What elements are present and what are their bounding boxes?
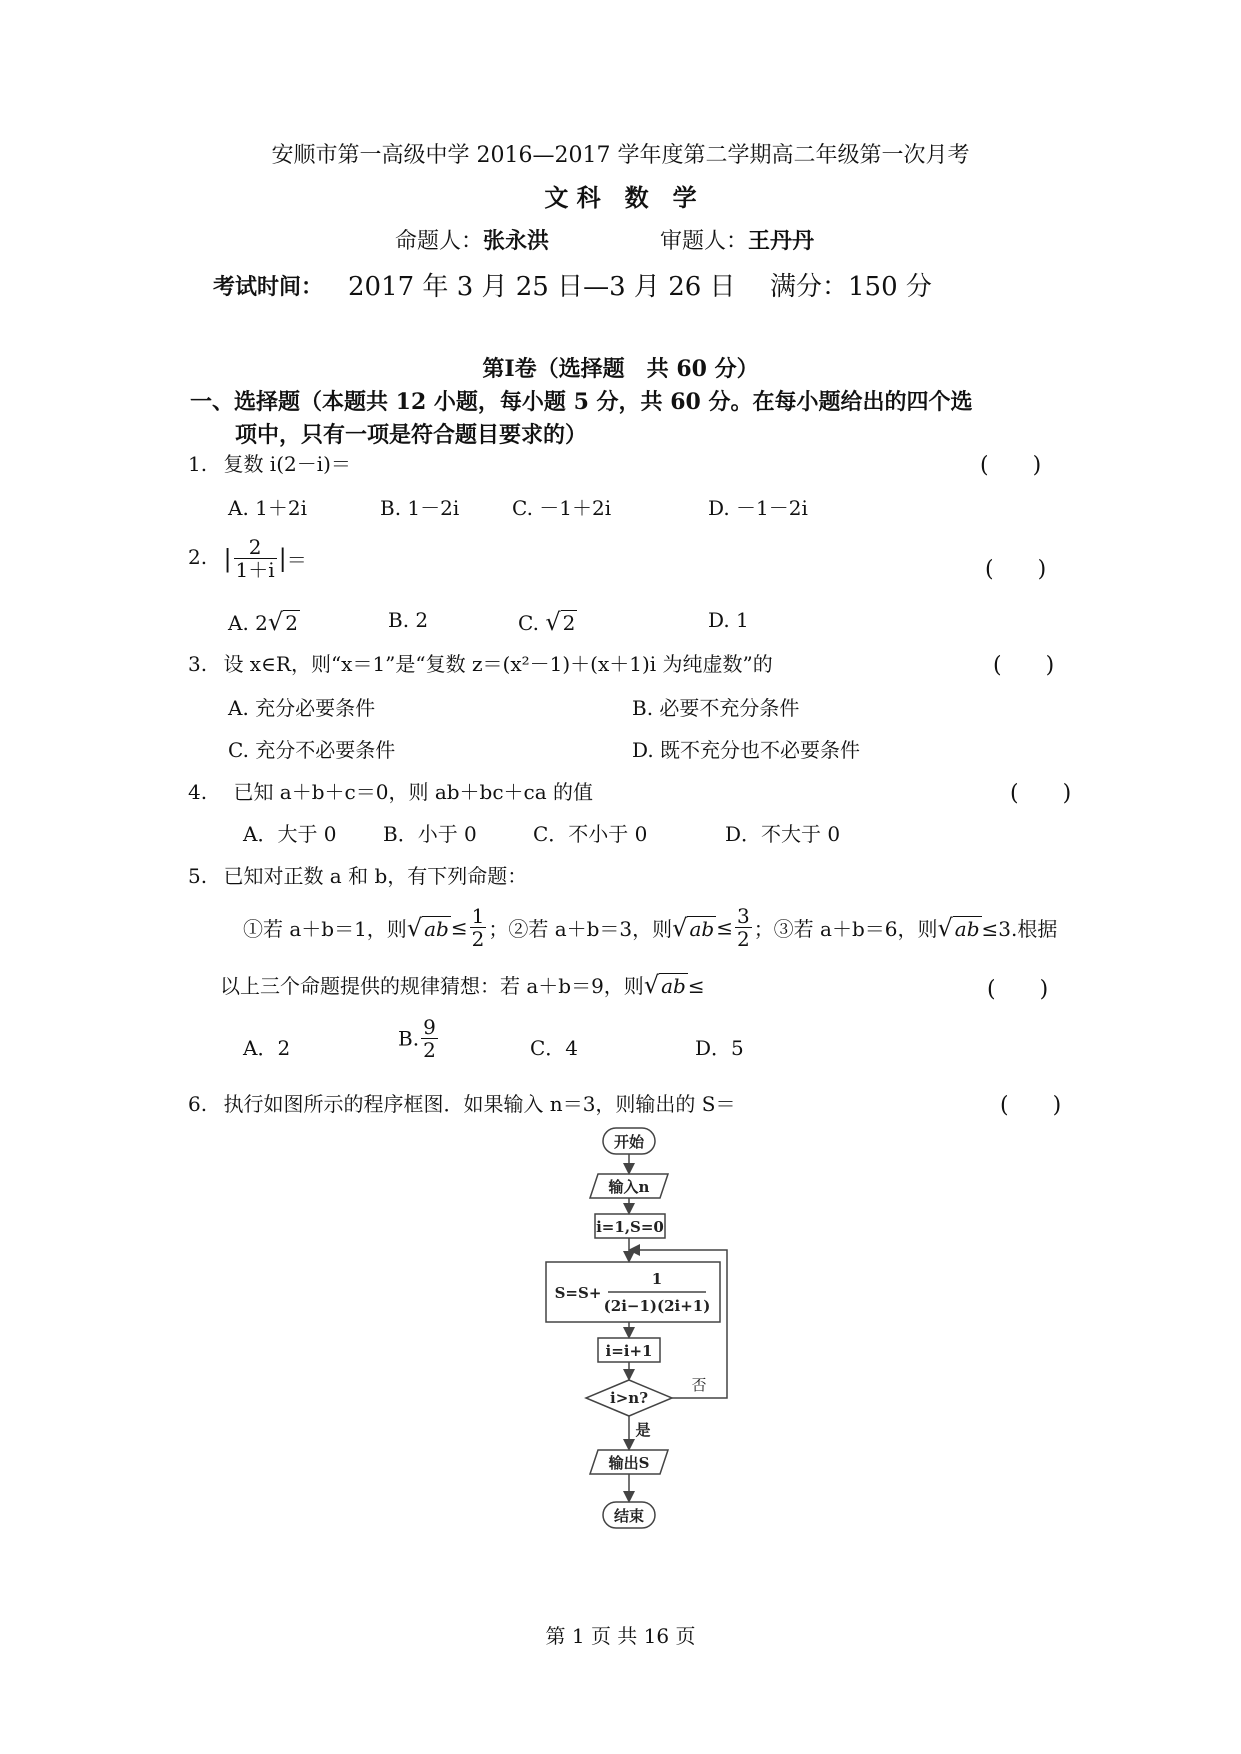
flow-start-label: 开始 xyxy=(613,1133,645,1151)
question-stem: 已知对正数 a 和 b，有下列命题： xyxy=(223,864,528,888)
fraction-numerator: 9 xyxy=(423,1015,436,1039)
setter-label: 命题人： xyxy=(395,229,484,254)
flow-no-label: 否 xyxy=(691,1376,707,1394)
question-stem: 已知 a＋b＋c＝0，则 ab＋bc＋ca 的值 xyxy=(233,780,594,804)
flow-yes-label: 是 xyxy=(635,1421,651,1439)
flow-init-label: i=1,S=0 xyxy=(596,1218,664,1236)
time-value: 2017 年 3 月 25 日—3 月 26 日 xyxy=(348,272,736,302)
q2-equals: ＝ xyxy=(286,548,307,572)
exam-title: 安顺市第一高级中学 2016—2017 学年度第二学期高二年级第一次月考 xyxy=(271,143,970,168)
q3-option-b: B. 必要不充分条件 xyxy=(632,696,800,720)
radicand: ab xyxy=(689,916,715,941)
q1-option-b: B. 1－2i xyxy=(380,496,460,520)
question-number: 5. xyxy=(188,864,208,888)
q2-option-d: D. 1 xyxy=(708,608,749,632)
proposition-1: ①若 a＋b＝1，则 xyxy=(243,917,407,941)
question-stem: 执行如图所示的程序框图．如果输入 n＝3，则输出的 S＝ xyxy=(223,1092,736,1116)
flow-increment-label: i=i+1 xyxy=(605,1342,653,1360)
radicand: ab xyxy=(661,974,686,998)
reviewer-name: 王丹丹 xyxy=(748,228,815,254)
part-title-line2: 项中，只有一项是符合题目要求的） xyxy=(235,422,588,448)
q3-option-d: D. 既不充分也不必要条件 xyxy=(632,738,861,762)
answer-blank: ( ) xyxy=(985,557,1047,582)
fraction-denominator: 2 xyxy=(736,927,750,951)
question-number: 6. xyxy=(188,1092,208,1116)
q1-option-c: C. －1＋2i xyxy=(512,496,612,520)
q1-option-a: A. 1＋2i xyxy=(228,496,308,520)
option-label: A. 2 xyxy=(228,611,268,635)
q4-option-d: D．不大于 0 xyxy=(725,822,841,846)
q4-option-a: A．大于 0 xyxy=(243,822,337,846)
fraction-numerator: 1 xyxy=(471,904,485,928)
proposition-3: ；③若 a＋b＝6，则 xyxy=(753,917,938,941)
part-title-line1: 一、选择题（本题共 12 小题，每小题 5 分，共 60 分。在每小题给出的四个选 xyxy=(190,389,973,415)
page-footer: 第 1 页 共 16 页 xyxy=(545,1624,696,1648)
answer-blank: ( ) xyxy=(987,977,1049,1002)
fraction-denominator: 2 xyxy=(423,1038,436,1062)
q3-option-c: C. 充分不必要条件 xyxy=(228,738,396,762)
question-stem: 复数 i(2－i)＝ xyxy=(223,452,351,476)
reviewer-label: 审题人： xyxy=(660,229,749,254)
flow-input-label: 输入n xyxy=(608,1178,650,1196)
setter-name: 张永洪 xyxy=(483,228,550,254)
radicand: ab xyxy=(954,916,980,941)
flow-output-label: 输出S xyxy=(608,1454,650,1472)
flow-decision-label: i>n? xyxy=(610,1389,648,1407)
flow-assign-numerator: 1 xyxy=(651,1270,663,1288)
proposition-3-tail: ≤3.根据 xyxy=(981,917,1058,941)
fraction-denominator: 1＋i xyxy=(235,558,275,582)
option-label: B. xyxy=(398,1026,420,1051)
sqrt-sign: √ ab xyxy=(937,913,980,942)
volume-title: 第Ⅰ卷（选择题 共 60 分） xyxy=(482,356,759,382)
flow-assign-denominator: (2i−1)(2i+1) xyxy=(603,1297,711,1315)
full-score: 满分：150 分 xyxy=(770,272,932,302)
conjecture-text: 以上三个命题提供的规律猜想：若 a＋b＝9，则 xyxy=(220,974,644,998)
sqrt-sign: √ ab xyxy=(672,913,715,942)
flow-assign-lhs: S=S+ xyxy=(554,1284,602,1302)
question-number: 4. xyxy=(188,780,208,804)
q1-option-d: D. －1－2i xyxy=(708,496,808,520)
q4-option-b: B．小于 0 xyxy=(383,822,477,846)
q5-option-a: A．2 xyxy=(243,1036,291,1060)
sqrt-sign: √ ab xyxy=(643,971,686,999)
sqrt-sign: √ 2 xyxy=(267,608,298,636)
question-number: 1. xyxy=(188,452,208,476)
question-number: 2. xyxy=(188,545,208,569)
flow-no-loop xyxy=(631,1250,727,1398)
answer-blank: ( ) xyxy=(980,453,1042,478)
sqrt-sign: √ ab xyxy=(406,913,449,942)
q3-option-a: A. 充分必要条件 xyxy=(228,696,376,720)
q4-option-c: C．不小于 0 xyxy=(533,822,648,846)
flow-end-label: 结束 xyxy=(613,1507,645,1525)
fraction-numerator: 2 xyxy=(248,535,262,559)
le-sign: ≤ xyxy=(687,974,705,998)
answer-blank: ( ) xyxy=(1010,781,1072,806)
q5-option-d: D．5 xyxy=(695,1036,744,1060)
answer-blank: ( ) xyxy=(993,653,1055,678)
fraction-numerator: 3 xyxy=(736,904,750,928)
radicand: ab xyxy=(424,916,449,941)
option-label: C. xyxy=(518,611,546,635)
proposition-2: ；②若 a＋b＝3，则 xyxy=(488,917,673,941)
answer-blank: ( ) xyxy=(1000,1093,1062,1118)
fraction-denominator: 2 xyxy=(471,927,485,951)
radicand: 2 xyxy=(562,611,576,635)
le-sign: ≤ xyxy=(716,915,733,940)
subject-title: 文 科 数 学 xyxy=(544,183,697,212)
q5-option-c: C．4 xyxy=(530,1036,579,1060)
radicand: 2 xyxy=(285,611,298,635)
question-2: 2. | $\frac{2}{1+i}$ |＝ xyxy=(188,535,307,582)
sqrt-sign: √ 2 xyxy=(545,608,576,636)
question-stem: 设 x∈R，则“x＝1”是“复数 z＝(x²－1)＋(x＋1)i 为纯虚数”的 xyxy=(223,652,773,676)
q2-option-b: B. 2 xyxy=(388,608,429,632)
question-number: 3. xyxy=(188,652,208,676)
le-sign: ≤ xyxy=(450,915,468,940)
time-label: 考试时间： xyxy=(213,274,324,300)
